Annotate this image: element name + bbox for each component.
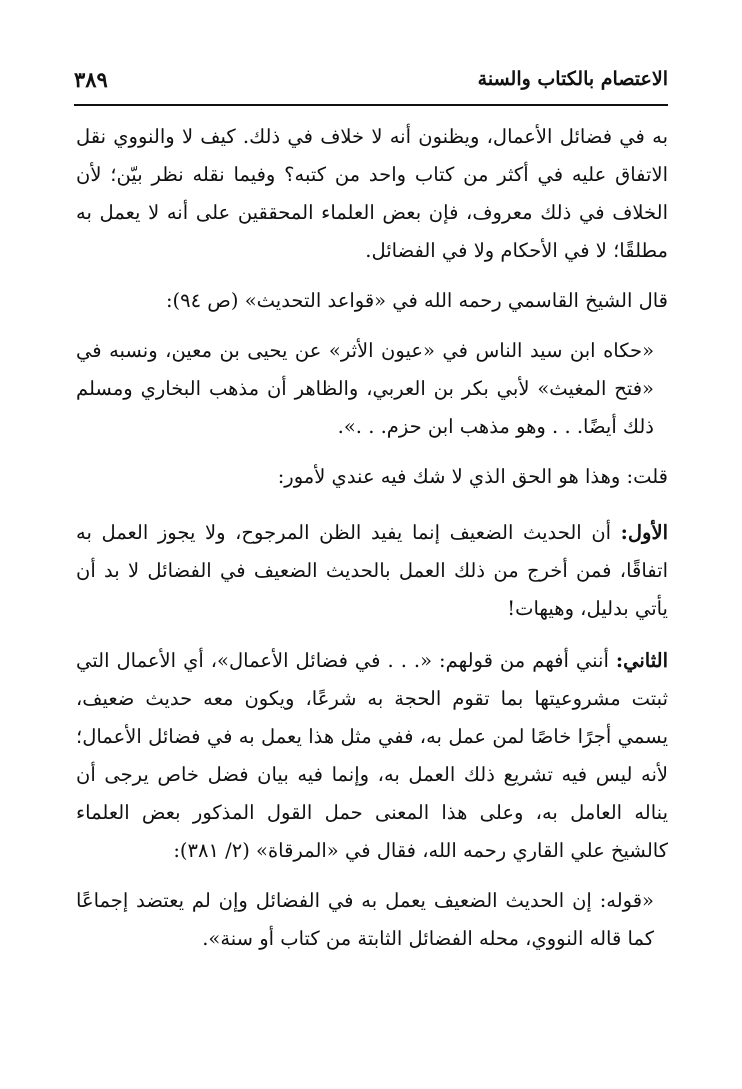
paragraph-text: أن الحديث الضعيف إنما يفيد الظن المرجوح، ولا يجوز العمل به اتفاقًا، فمن أخرج من ذلك العمل بالحديث الضعيف في الفضائل لا بد أن يأتي بدليل، وهيهات! — [76, 521, 668, 620]
paragraph-text: به في فضائل الأعمال، ويظنون أنه لا خلاف في ذلك. كيف لا والنووي نقل الاتفاق عليه في أكثر من كتاب واحد من كتبه؟ وفيما نقله نظر بيّن؛ لأن الخلاف في ذلك معروف، فإن بعض العلماء المحققين على أنه لا يعمل به مطلقًا؛ لا في الأحكام ولا في الفضائل. — [76, 125, 668, 262]
paragraph-qasimi-citation — [76, 282, 668, 320]
page-body — [76, 118, 668, 958]
paragraph-text: قلت: وهذا هو الحق الذي لا شك فيه عندي لأمور: — [277, 465, 668, 488]
paragraph-author-opinion — [76, 458, 668, 496]
paragraph-intro — [76, 118, 668, 270]
paragraph-text: «قوله: إن الحديث الضعيف يعمل به في الفضائل وإن لم يعتضد إجماعًا كما قاله النووي، محله الفضائل الثابتة من كتاب أو سنة». — [76, 889, 654, 950]
page-number: ٣٨٩ — [74, 66, 108, 92]
paragraph-text: قال الشيخ القاسمي رحمه الله في «قواعد التحديث» (ص ٩٤): — [165, 289, 668, 312]
header-rule — [74, 104, 668, 106]
paragraph-second-point — [76, 642, 668, 870]
point-heading: الثاني: — [615, 649, 668, 672]
block-quote — [76, 332, 668, 446]
paragraph-text: أنني أفهم من قولهم: «. . . في فضائل الأعمال»، أي الأعمال التي ثبتت مشروعيتها بما تقوم الحجة به شرعًا، ويكون معه حديث ضعيف، يسمي أجرًا خاصًا لمن عمل به، ففي مثل هذا يعمل به في فضائل الأعمال؛ لأنه ليس فيه تشريع ذلك العمل به، وإنما فيه بيان فضل خاص يرجى أن يناله العامل به، وعلى هذا المعنى حمل القول المذكور بعض العلماء كالشيخ علي القاري رحمه الله، فقال في «المرقاة» (٢/ ٣٨١): — [76, 649, 668, 862]
point-heading: الأول: — [620, 521, 668, 544]
running-title: الاعتصام بالكتاب والسنة — [477, 68, 668, 90]
running-header — [74, 58, 668, 100]
paragraph-first-point — [76, 514, 668, 628]
block-quote — [76, 882, 668, 958]
paragraph-text: «حكاه ابن سيد الناس في «عيون الأثر» عن يحيى بن معين، ونسبه في «فتح المغيث» لأبي بكر بن العربي، والظاهر أن مذهب البخاري ومسلم ذلك أيضًا. . . وهو مذهب ابن حزم. . .». — [76, 339, 654, 438]
